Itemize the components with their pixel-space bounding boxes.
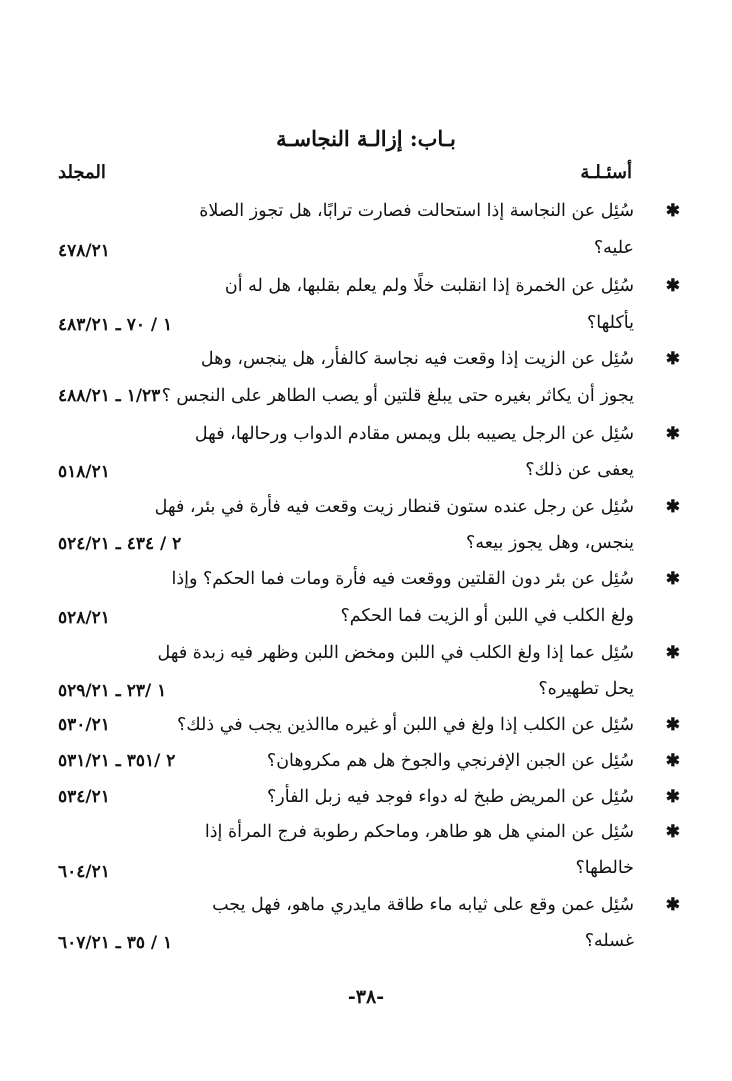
questions-column-heading: أسئـلـة <box>580 162 632 183</box>
bullet-star-icon: ✱ <box>665 276 680 296</box>
question-line: غسله؟ <box>584 931 634 951</box>
volume-reference: ١ / ٧٠ ـ ٤٨٣/٢١ <box>58 315 173 335</box>
page-title: بـاب: إزالـة النجاسـة <box>276 126 456 151</box>
volume-column-heading: المجلد <box>58 162 106 183</box>
question-line: سُئِل عمن وقع على ثيابه ماء طاقة مايدري ماهو، فهل يجب <box>212 895 634 915</box>
question-line: ولغ الكلب في اللبن أو الزيت فما الحكم؟ <box>340 606 634 626</box>
question-line: سُئِل عن الرجل يصيبه بلل ويمس مقادم الدواب ورحالها، فهل <box>194 424 634 444</box>
page-number: -٣٨- <box>347 986 385 1008</box>
question-line: سُئِل عن النجاسة إذا استحالت فصارت ترابًا، هل تجوز الصلاة <box>199 201 634 221</box>
volume-reference: ١ /٢٣ ـ ٥٢٩/٢١ <box>58 681 167 701</box>
bullet-star-icon: ✱ <box>665 787 680 807</box>
question-line: يأكلها؟ <box>586 313 634 333</box>
question-line: يجوز أن يكاثر بغيره حتى يبلغ قلتين أو يصب الطاهر على النجس ؟ <box>161 386 634 406</box>
volume-reference: ٥١٨/٢١ <box>58 462 110 482</box>
question-line: سُئِل عن المريض طبخ له دواء فوجد فيه زبل الفأر؟ <box>267 787 634 807</box>
question-line: يحل تطهيره؟ <box>538 679 634 699</box>
bullet-star-icon: ✱ <box>665 497 680 517</box>
volume-reference: ١/٢٣ ـ ٤٨٨/٢١ <box>58 386 161 406</box>
question-line: سُئِل عما إذا ولغ الكلب في اللبن ومخض اللبن وظهر فيه زبدة فهل <box>157 643 634 663</box>
bullet-star-icon: ✱ <box>665 715 680 735</box>
volume-reference: ٢ /٣٥١ ـ ٥٣١/٢١ <box>58 751 176 771</box>
volume-reference: ٦٠٤/٢١ <box>58 862 110 882</box>
question-line: سُئِل عن الخمرة إذا انقلبت خلًا ولم يعلم بقلبها، هل له أن <box>224 276 634 296</box>
volume-reference: ١ / ٣٥ ـ ٦٠٧/٢١ <box>58 933 173 953</box>
question-line: خالطها؟ <box>575 858 634 878</box>
bullet-star-icon: ✱ <box>665 349 680 369</box>
question-line: سُئِل عن الزيت إذا وقعت فيه نجاسة كالفأر، هل ينجس، وهل <box>200 349 634 369</box>
bullet-star-icon: ✱ <box>665 201 680 221</box>
volume-reference: ٥٢٨/٢١ <box>58 608 110 628</box>
bullet-star-icon: ✱ <box>665 643 680 663</box>
bullet-star-icon: ✱ <box>665 424 680 444</box>
question-line: سُئِل عن رجل عنده ستون قنطار زيت وقعت فيه فأرة في بئر، فهل <box>154 497 634 517</box>
bullet-star-icon: ✱ <box>665 822 680 842</box>
volume-reference: ٤٧٨/٢١ <box>58 241 110 261</box>
volume-reference: ٢ / ٤٣٤ ـ ٥٢٤/٢١ <box>58 534 182 554</box>
question-line: سُئِل عن بئر دون القلتين ووقعت فيه فأرة ومات فما الحكم؟ وإذا <box>171 569 634 589</box>
bullet-star-icon: ✱ <box>665 751 680 771</box>
bullet-star-icon: ✱ <box>665 895 680 915</box>
question-line: عليه؟ <box>593 238 634 258</box>
volume-reference: ٥٣٠/٢١ <box>58 715 110 735</box>
question-line: يعفى عن ذلك؟ <box>525 460 634 480</box>
question-line: ينجس، وهل يجوز بيعه؟ <box>466 533 634 553</box>
question-line: سُئِل عن الكلب إذا ولغ في اللبن أو غيره ماالذين يجب في ذلك؟ <box>176 715 634 735</box>
question-line: سُئِل عن المني هل هو طاهر، وماحكم رطوبة فرج المرأة إذا <box>204 822 634 842</box>
volume-reference: ٥٣٤/٢١ <box>58 787 110 807</box>
question-line: سُئِل عن الجبن الإفرنجي والجوخ هل هم مكروهان؟ <box>266 751 634 771</box>
bullet-star-icon: ✱ <box>665 569 680 589</box>
